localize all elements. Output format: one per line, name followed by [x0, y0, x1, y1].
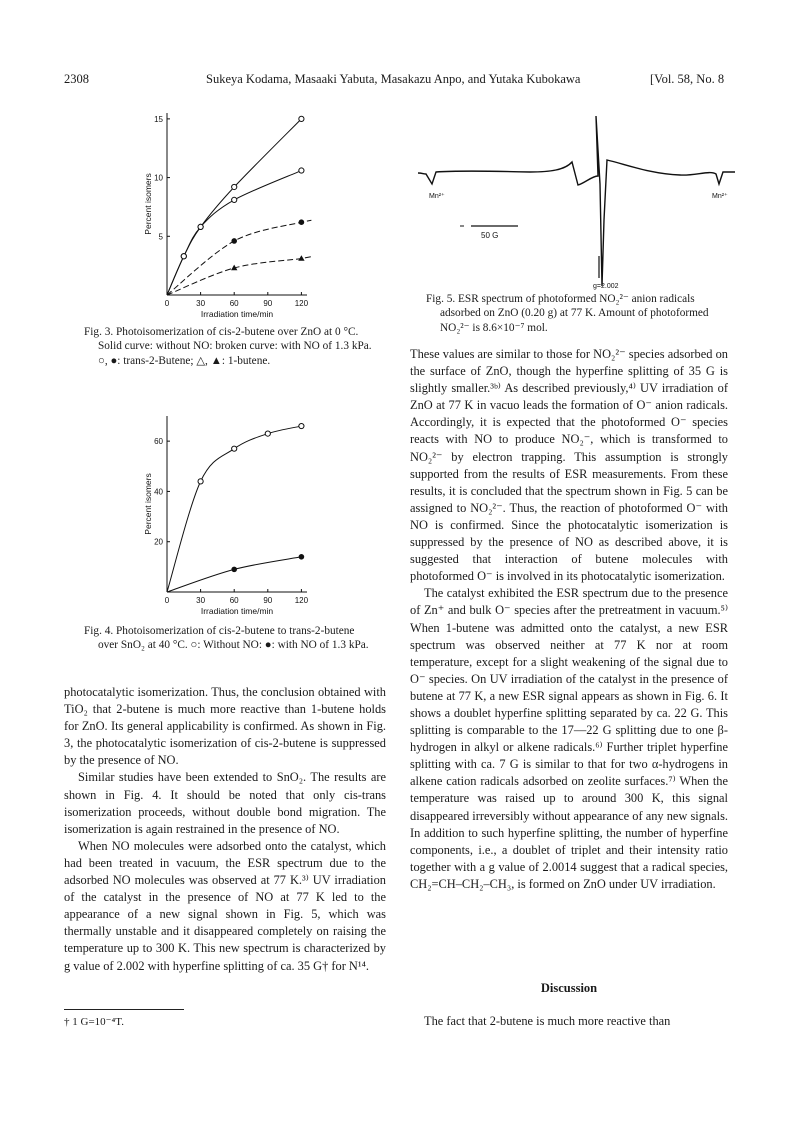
x-tick-label: 30	[196, 596, 206, 605]
section-heading-discussion: Discussion	[540, 981, 598, 995]
x-tick-label: 30	[196, 299, 206, 308]
mn-right-label: Mn²⁺	[712, 193, 728, 200]
x-tick-label: 120	[294, 299, 309, 308]
data-point	[231, 238, 237, 244]
esr-spectrum-trace	[418, 116, 735, 286]
volume-info: [Vol. 58, No. 8	[650, 72, 725, 86]
figure-5-caption-text: Fig. 5. ESR spectrum of photoformed NO₂²⁻ anion radicals adsorbed on ZnO (0.20 g) at 77 K. Amount of photoformed NO₂²⁻ is 8.6×10⁻⁷ mol.	[426, 293, 709, 334]
figure-3-caption-line2: Solid curve: without NO: broken curve: with NO of 1.3 kPa. ○, ●: trans-2-Butene; △, ▲: 1-butene.	[98, 340, 372, 367]
right-column-text-continued	[410, 1013, 728, 1030]
y-axis-label: Percent isomers	[143, 173, 153, 235]
y-tick-label: 10	[154, 173, 163, 183]
running-authors: Sukeya Kodama, Masaaki Yabuta, Masakazu Anpo, and Yutaka Kubokawa	[206, 72, 581, 86]
paragraph: The catalyst exhibited the ESR spectrum due to the presence of Zn⁺ and bulk O⁻ species after the pretreatment in vacuum.⁵⁾ When 1-butene was admitted onto the catalyst, a new ESR spectrum was observed neither at 77 K nor at room temperature, except for a slight weakening of the signal due to O⁻ species. On UV irradiation of the catalyst in the presence of butene at 77 K, a new ESR signal appears as shown in Fig. 6. It shows a doublet hyperfine splitting separated by ca. 22 G. This splitting is comparable to the 17—22 G splitting due to one β-hydrogen in alkyl or alkene radicals.⁶⁾ Further triplet hyperfine splitting with ca. 7 G is similar to that for two α-hydrogens in alkene cation radicals adsorbed on zeolite surfaces.⁷⁾ When the temperature was raised up to around 300 K, this signal disappeared irreversibly without appearance of any new signals. In addition to such hyperfine splitting, the number of hyperfine components, i.e., a doublet of triplet and their intensity ratio together with a g value of 2.0014 suggest that a radical species, CH₂=CH–CH₂–CH₃, is formed on ZnO under UV irradiation.	[410, 586, 728, 891]
right-column-text	[410, 346, 728, 893]
figure-5-caption	[426, 292, 732, 335]
data-point	[231, 567, 237, 573]
paragraph: Similar studies have been extended to SnO₂. The results are shown in Fig. 4. It should be noted that only cis-trans isomerization proceeds, without double bond migration. The isomerization is again restrained in the presence of NO.	[64, 770, 386, 836]
footnote-rule	[64, 1009, 184, 1010]
y-tick-label: 20	[154, 537, 163, 547]
y-tick-label: 15	[154, 114, 163, 124]
data-point	[181, 254, 186, 259]
mn-left-label: Mn²⁺	[429, 193, 445, 200]
y-axis-label: Percent isomers	[143, 473, 153, 535]
data-point	[299, 554, 305, 560]
figure-3-caption-line1: Fig. 3. Photoisomerization of cis-2-butene over ZnO at 0 °C.	[84, 326, 359, 338]
figure-3-chart	[140, 108, 340, 323]
page-number: 2308	[64, 72, 89, 86]
data-point	[299, 116, 304, 121]
figure-4-caption-text: Fig. 4. Photoisomerization of cis-2-butene to trans-2-butene over SnO₂ at 40 °C. ○: Without NO: ●: with NO of 1.3 kPa.	[84, 625, 369, 652]
scale-bar	[460, 226, 518, 240]
figure-3-caption	[84, 325, 382, 368]
paragraph: These values are similar to those for NO₂²⁻ species adsorbed on the surface of ZnO, though the hyperfine splitting of 35 G is slightly smaller.³ᵇ⁾ As described previously,⁴⁾ UV irradiation of ZnO at 77 K in vacuo leads the formation of O⁻ anion radicals. Accordingly, it is expected that the photoformed O⁻ species reacts with NO to produce NO₂⁻, which is transformed to NO₂²⁻ by electron trapping. This assumption is strongly supported from the results of ESR measurements. From these results, it is concluded that the spectrum shown in Fig. 5 can be assigned to NO₂²⁻. Thus, the reaction of photoformed O⁻ with NO is confirmed. Since the photocatalytic isomerization is suppressed by the presence of NO as described above, it is suggested that interaction of butene molecules with photoformed O⁻ is involved in its photocatalytic isomerization.	[410, 347, 728, 584]
series-line	[167, 220, 311, 295]
scale-bar-label: 50 G	[481, 231, 499, 240]
data-point	[198, 479, 203, 484]
y-tick-label: 5	[158, 232, 163, 242]
x-tick-label: 60	[229, 299, 239, 308]
x-tick-label: 90	[263, 299, 273, 308]
data-point	[232, 197, 237, 202]
data-point	[299, 423, 304, 428]
data-point	[232, 446, 237, 451]
data-point	[232, 184, 237, 189]
y-tick-label: 40	[154, 487, 163, 497]
series-line	[167, 557, 301, 592]
y-tick-label: 60	[154, 437, 163, 447]
x-tick-label: 0	[164, 299, 170, 308]
left-column-text	[64, 684, 386, 975]
data-point	[299, 168, 304, 173]
x-tick-label: 90	[263, 596, 273, 605]
figure-4-caption	[84, 624, 376, 653]
x-axis-label: Irradiation time/min	[200, 606, 274, 614]
data-point	[265, 431, 270, 436]
g-value-label: g=2.002	[593, 283, 619, 290]
data-point	[298, 255, 304, 261]
paragraph: When NO molecules were adsorbed onto the catalyst, which had been treated in vacuum, the ESR spectrum due to the adsorbed NO molecules was observed at 77 K.³⁾ UV irradiation of the catalyst in the presence of NO at 77 K led to the appearance of a new signal shown in Fig. 5, which was thermally unstable and it disappeared completely on raising the temperature up to 300 K. This new spectrum is characterized by g value of 2.002 with hyperfine splitting of ca. 35 G† for N¹⁴.	[64, 838, 386, 973]
footnote: † 1 G=10⁻⁴T.	[64, 1016, 124, 1028]
x-tick-label: 120	[294, 596, 309, 605]
figure-5-esr-spectrum	[410, 100, 740, 292]
paragraph: The fact that 2-butene is much more reactive than	[424, 1014, 671, 1028]
x-axis-label: Irradiation time/min	[200, 309, 274, 319]
data-point	[299, 219, 305, 225]
data-point	[198, 224, 203, 229]
figure-4-chart	[140, 402, 340, 614]
x-tick-label: 60	[229, 596, 239, 605]
x-tick-label: 0	[164, 596, 170, 605]
paragraph: photocatalytic isomerization. Thus, the conclusion obtained with TiO₂ that 2-butene is much more reactive than 1-butene holds for ZnO. Its general applicability is confirmed. As shown in Fig. 3, the photocatalytic isomerization of cis-2-butene is suppressed by the presence of NO.	[64, 685, 386, 768]
